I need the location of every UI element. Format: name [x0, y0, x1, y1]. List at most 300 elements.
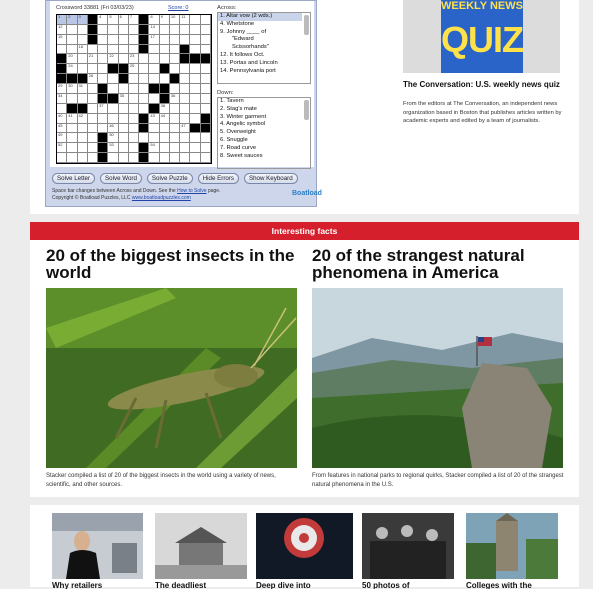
down-list[interactable] — [217, 97, 311, 169]
grid-block — [180, 54, 190, 64]
quiz-description: From the editors at The Conversation, an independent news organization based in Boston that publishes articles written by academic experts and edited by a team of journalists. — [403, 101, 562, 124]
thumbnail-title[interactable]: The deadliest — [155, 581, 207, 589]
article-headline[interactable]: 20 of the biggest insects in the world — [46, 246, 295, 282]
grid-block — [201, 124, 211, 134]
grid-cell[interactable] — [139, 74, 149, 84]
grid-block — [57, 54, 67, 64]
grid-block — [119, 64, 129, 74]
grid-cell[interactable] — [119, 35, 129, 45]
grid-cell[interactable] — [170, 104, 180, 114]
grid-cell[interactable] — [201, 64, 211, 74]
grid-block — [160, 84, 170, 94]
grid-cell[interactable] — [67, 124, 77, 134]
grid-cell[interactable] — [190, 84, 200, 94]
grid-cell[interactable] — [190, 64, 200, 74]
grid-cell[interactable] — [160, 74, 170, 84]
grid-cell[interactable] — [88, 153, 98, 163]
grid-cell[interactable] — [139, 104, 149, 114]
cell-number: 5 — [109, 14, 112, 19]
grid-block — [139, 15, 149, 25]
cell-number: 4 — [99, 14, 102, 19]
quiz-image[interactable] — [403, 0, 560, 73]
grid-cell[interactable] — [160, 15, 170, 25]
show-keyboard-button[interactable]: Show Keyboard — [244, 173, 298, 184]
across-clues — [217, 5, 311, 84]
quiz-badge — [441, 0, 523, 73]
cell-number: 17 — [150, 33, 155, 39]
grid-cell[interactable] — [190, 45, 200, 55]
clue-item[interactable]: 4. Angelic symbol — [220, 121, 266, 128]
clue-item[interactable]: 2. Stag's mate — [220, 105, 257, 112]
grid-cell[interactable] — [88, 84, 98, 94]
grid-cell[interactable] — [108, 143, 118, 153]
grid-block — [98, 84, 108, 94]
grid-cell[interactable] — [67, 25, 77, 35]
grid-block — [119, 74, 129, 84]
cell-number: 46 — [109, 122, 114, 128]
grid-cell[interactable] — [180, 133, 190, 143]
grid-cell[interactable] — [78, 54, 88, 64]
grid-cell[interactable] — [149, 35, 159, 45]
grid-cell[interactable] — [119, 15, 129, 25]
cell-number: 34 — [58, 92, 63, 98]
clue-item[interactable]: 5. Overweight — [220, 129, 256, 136]
cell-number: 43 — [150, 112, 155, 118]
grid-cell[interactable] — [201, 25, 211, 35]
grid-cell[interactable] — [67, 35, 77, 45]
grid-block — [149, 84, 159, 94]
score-link[interactable]: Score: 0 — [168, 5, 189, 11]
grid-cell[interactable] — [180, 84, 190, 94]
grid-cell[interactable] — [129, 15, 139, 25]
grid-cell[interactable] — [67, 114, 77, 124]
cell-number: 52 — [58, 142, 63, 148]
grid-block — [201, 114, 211, 124]
boatload-logo[interactable]: Boatload — [292, 190, 322, 197]
grid-cell[interactable] — [201, 84, 211, 94]
cell-number: 53 — [109, 142, 114, 148]
grid-cell[interactable] — [160, 153, 170, 163]
cell-number: 11 — [181, 14, 186, 19]
grid-cell[interactable] — [119, 114, 129, 124]
grid-cell[interactable] — [190, 35, 200, 45]
cell-number: 6 — [119, 14, 122, 19]
grid-cell[interactable] — [160, 133, 170, 143]
cell-number: 2 — [68, 14, 71, 19]
clue-item[interactable]: "Edward — [232, 36, 254, 43]
cell-number: 36 — [170, 92, 176, 98]
grid-cell[interactable] — [129, 25, 139, 35]
grid-cell[interactable] — [180, 124, 190, 134]
grid-cell[interactable] — [129, 64, 139, 74]
grid-cell[interactable] — [108, 54, 118, 64]
grid-cell[interactable] — [201, 143, 211, 153]
grid-cell[interactable] — [190, 143, 200, 153]
grid-cell[interactable] — [149, 143, 159, 153]
grid-cell[interactable] — [98, 25, 108, 35]
cell-number: 50 — [109, 132, 114, 138]
grid-cell[interactable] — [78, 94, 88, 104]
grid-block — [201, 54, 211, 64]
cell-number: 25 — [129, 63, 135, 69]
cell-number: 45 — [58, 122, 63, 128]
grid-cell[interactable] — [67, 133, 77, 143]
grid-cell[interactable] — [149, 124, 159, 134]
grid-cell[interactable] — [170, 133, 180, 143]
grid-cell[interactable] — [180, 25, 190, 35]
grid-cell[interactable] — [67, 94, 77, 104]
thumbnail-image[interactable] — [52, 513, 143, 579]
grid-cell[interactable] — [201, 133, 211, 143]
grid-cell[interactable] — [170, 54, 180, 64]
grid-cell[interactable] — [67, 153, 77, 163]
grid-block — [98, 143, 108, 153]
grid-cell[interactable] — [180, 64, 190, 74]
grid-block — [170, 74, 180, 84]
grid-cell[interactable] — [119, 45, 129, 55]
grid-cell[interactable] — [129, 153, 139, 163]
cell-number: 8 — [150, 14, 153, 19]
clue-item[interactable]: 1. Tavern — [220, 98, 244, 104]
cell-number: 23 — [129, 53, 135, 59]
crossword-title: Crossword 33881 (Fri 03/03/23) — [56, 5, 134, 11]
quiz-badge-top: WEEKLY NEWS — [441, 0, 523, 12]
clue-item[interactable]: Scissorhands" — [232, 44, 269, 51]
cell-number: 40 — [58, 112, 63, 118]
grid-cell[interactable] — [78, 124, 88, 134]
grid-cell[interactable] — [88, 74, 98, 84]
grid-block — [88, 35, 98, 45]
grid-block — [139, 45, 149, 55]
mountain-image[interactable] — [312, 288, 563, 468]
grasshopper-image[interactable] — [46, 288, 297, 468]
clue-item[interactable]: 1. Altar vow (2 wds.) — [218, 13, 302, 21]
cell-number: 7 — [129, 14, 133, 19]
grid-cell[interactable] — [160, 45, 170, 55]
grid-cell[interactable] — [160, 25, 170, 35]
cell-number: 15 — [58, 33, 63, 39]
down-clues — [217, 90, 311, 169]
grid-cell[interactable] — [129, 143, 139, 153]
grid-cell[interactable] — [129, 84, 139, 94]
down-label: Down: — [217, 90, 234, 96]
grid-cell[interactable] — [88, 143, 98, 153]
grid-cell[interactable] — [108, 35, 118, 45]
grid-cell[interactable] — [149, 64, 159, 74]
cell-number: 26 — [88, 73, 94, 79]
grid-cell[interactable] — [180, 74, 190, 84]
grid-cell[interactable] — [149, 94, 159, 104]
cell-number: 14 — [150, 23, 155, 29]
grid-cell[interactable] — [149, 45, 159, 55]
grid-block — [139, 153, 149, 163]
grid-cell[interactable] — [201, 15, 211, 25]
grid-block — [88, 25, 98, 35]
grid-block — [190, 124, 200, 134]
clue-item[interactable]: 8. Sweet sauces — [220, 152, 263, 159]
grid-block — [190, 54, 200, 64]
grid-cell[interactable] — [149, 74, 159, 84]
grid-cell[interactable] — [88, 104, 98, 114]
grid-cell[interactable] — [119, 153, 129, 163]
grid-cell[interactable] — [98, 45, 108, 55]
grid-cell[interactable] — [78, 153, 88, 163]
cell-number: 22 — [109, 53, 114, 59]
grid-block — [139, 35, 149, 45]
grid-block — [88, 15, 98, 25]
section-header: Interesting facts — [30, 222, 579, 240]
thumbnail-image[interactable] — [362, 513, 454, 579]
grid-cell[interactable] — [119, 133, 129, 143]
grid-cell[interactable] — [149, 54, 159, 64]
cell-number: 37 — [99, 102, 104, 108]
cell-number: 18 — [78, 43, 83, 49]
solve-word-button[interactable]: Solve Word — [100, 173, 142, 184]
grid-cell[interactable] — [98, 104, 108, 114]
grid-cell[interactable] — [98, 124, 108, 134]
grid-cell[interactable] — [160, 124, 170, 134]
grid-block — [98, 133, 108, 143]
cell-number: 54 — [150, 142, 155, 148]
grid-cell[interactable] — [57, 45, 67, 55]
grid-cell[interactable] — [129, 94, 139, 104]
grid-cell[interactable] — [160, 54, 170, 64]
grid-cell[interactable] — [108, 74, 118, 84]
grid-cell[interactable] — [170, 153, 180, 163]
across-label: Across: — [217, 5, 237, 11]
cell-number: 9 — [160, 14, 163, 19]
grid-cell[interactable] — [201, 35, 211, 45]
grid-cell[interactable] — [170, 25, 180, 35]
thumbnail-image[interactable] — [256, 513, 353, 579]
footer-text: Space bar changes between Across and Down. See the — [52, 188, 176, 194]
grid-cell[interactable] — [119, 104, 129, 114]
grid-cell[interactable] — [149, 153, 159, 163]
scrollbar[interactable] — [304, 15, 309, 35]
grid-cell[interactable] — [119, 143, 129, 153]
grid-cell[interactable] — [78, 143, 88, 153]
grid-cell[interactable] — [129, 35, 139, 45]
grid-cell[interactable] — [88, 133, 98, 143]
grid-block — [139, 124, 149, 134]
grid-cell[interactable] — [88, 54, 98, 64]
quiz-title[interactable]: The Conversation: U.S. weekly news quiz — [403, 80, 560, 89]
grid-cell[interactable] — [78, 84, 88, 94]
grid-cell[interactable] — [98, 15, 108, 25]
clue-item[interactable]: 7. Road curve — [220, 144, 257, 151]
grid-cell[interactable] — [190, 94, 200, 104]
grid-cell[interactable] — [98, 35, 108, 45]
cell-number: 35 — [119, 92, 125, 98]
grid-cell[interactable] — [201, 74, 211, 84]
grid-cell[interactable] — [57, 35, 67, 45]
grid-cell[interactable] — [139, 133, 149, 143]
cell-number: 44 — [160, 112, 166, 118]
grid-cell[interactable] — [201, 94, 211, 104]
grid-cell[interactable] — [170, 114, 180, 124]
grid-cell[interactable] — [67, 84, 77, 94]
grid-block — [139, 25, 149, 35]
cell-number: 20 — [68, 53, 73, 59]
grid-cell[interactable] — [170, 143, 180, 153]
article-headline[interactable]: 20 of the strangest natural phenomena in America — [312, 246, 525, 282]
grid-cell[interactable] — [139, 64, 149, 74]
grid-cell[interactable] — [139, 54, 149, 64]
cell-number: 41 — [68, 112, 73, 118]
thumbnail-title[interactable]: Colleges with the — [466, 581, 532, 589]
grid-cell[interactable] — [88, 114, 98, 124]
quiz-badge-word: QUIZ — [441, 19, 523, 60]
grid-cell[interactable] — [180, 15, 190, 25]
crossword-buttons — [52, 173, 298, 184]
clue-item[interactable]: 12. It follows Oct. — [220, 51, 265, 58]
grid-cell[interactable] — [139, 84, 149, 94]
grid-block — [160, 64, 170, 74]
grid-block — [57, 64, 67, 74]
grid-cell[interactable] — [129, 104, 139, 114]
grid-cell[interactable] — [190, 74, 200, 84]
crossword-footer — [52, 188, 220, 202]
cell-number: 12 — [58, 23, 63, 29]
copyright-text: Copyright © Boatload Puzzles, LLC — [52, 195, 131, 201]
grid-cell[interactable] — [78, 45, 88, 55]
grid-cell[interactable] — [98, 54, 108, 64]
cell-number: 42 — [78, 112, 83, 118]
grid-cell[interactable] — [67, 15, 77, 25]
grid-cell[interactable] — [98, 114, 108, 124]
grid-cell[interactable] — [170, 45, 180, 55]
crossword-panel — [50, 1, 314, 167]
cell-number: 24 — [68, 63, 73, 69]
grid-cell[interactable] — [190, 114, 200, 124]
cell-number: 10 — [170, 14, 176, 19]
grid-cell[interactable] — [180, 104, 190, 114]
solve-letter-button[interactable]: Solve Letter — [52, 173, 95, 184]
grid-cell[interactable] — [190, 104, 200, 114]
thumbnail-image[interactable] — [155, 513, 247, 579]
footer-text: page. — [207, 188, 221, 194]
crossword-grid[interactable] — [56, 14, 212, 164]
grid-cell[interactable] — [78, 114, 88, 124]
cell-number: 47 — [181, 122, 186, 128]
grid-cell[interactable] — [98, 74, 108, 84]
grid-block — [180, 45, 190, 55]
grid-cell[interactable] — [190, 133, 200, 143]
grid-cell[interactable] — [170, 94, 180, 104]
grid-cell[interactable] — [190, 153, 200, 163]
grid-cell[interactable] — [201, 153, 211, 163]
grid-cell[interactable] — [201, 45, 211, 55]
grid-cell[interactable] — [57, 153, 67, 163]
cell-number: 21 — [88, 53, 94, 59]
grid-cell[interactable] — [119, 124, 129, 134]
grid-cell[interactable] — [160, 114, 170, 124]
grid-cell[interactable] — [108, 104, 118, 114]
grid-cell[interactable] — [190, 15, 200, 25]
grid-cell[interactable] — [180, 143, 190, 153]
boatload-link[interactable]: www.boatloadpuzzles.com — [131, 195, 191, 201]
crossword-widget — [45, 0, 322, 207]
grid-cell[interactable] — [180, 94, 190, 104]
clue-item[interactable]: 9. Johnny ____ of — [220, 28, 267, 35]
across-list[interactable] — [217, 12, 311, 84]
clue-item[interactable]: 4. Whetstone — [220, 20, 255, 27]
hide-errors-button[interactable]: Hide Errors — [198, 173, 239, 184]
thumbnail-image[interactable] — [466, 513, 558, 579]
grid-cell[interactable] — [57, 143, 67, 153]
grid-cell[interactable] — [170, 35, 180, 45]
article-caption: From features in national parks to regional quirks, Stacker compiled a list of 20 of the strangest natural phenomena in the U.S. — [312, 473, 564, 488]
grid-cell[interactable] — [108, 153, 118, 163]
grid-cell[interactable] — [67, 64, 77, 74]
grid-cell[interactable] — [129, 74, 139, 84]
grid-cell[interactable] — [78, 15, 88, 25]
thumbnail-title[interactable]: 50 photos of — [362, 581, 410, 589]
grid-cell[interactable] — [119, 94, 129, 104]
grid-block — [108, 94, 118, 104]
grid-block — [108, 64, 118, 74]
cell-number: 31 — [78, 83, 83, 89]
grid-cell[interactable] — [108, 15, 118, 25]
clue-item[interactable]: 13. Portas and Lincoln — [220, 59, 278, 66]
clue-item[interactable]: 14. Pennsylvania port — [220, 67, 276, 74]
grid-cell[interactable] — [201, 104, 211, 114]
grid-cell[interactable] — [170, 124, 180, 134]
cell-number: 3 — [78, 14, 81, 19]
how-to-solve-link[interactable]: How to Solve — [177, 188, 207, 194]
thumbnail-title[interactable]: Why retailers — [52, 581, 103, 589]
grid-block — [98, 153, 108, 163]
cell-number: 38 — [160, 102, 166, 108]
grid-cell[interactable] — [129, 124, 139, 134]
grid-cell[interactable] — [180, 153, 190, 163]
grid-cell[interactable] — [190, 25, 200, 35]
grid-cell[interactable] — [67, 143, 77, 153]
solve-puzzle-button[interactable]: Solve Puzzle — [147, 173, 193, 184]
clue-item[interactable]: 6. Snuggle — [220, 136, 248, 143]
grid-cell[interactable] — [129, 114, 139, 124]
grid-cell[interactable] — [129, 133, 139, 143]
cell-number: 29 — [58, 83, 63, 89]
thumbnail-title[interactable]: Deep dive into — [256, 581, 311, 589]
grid-cell[interactable] — [170, 64, 180, 74]
grid-cell[interactable] — [57, 94, 67, 104]
grid-cell[interactable] — [119, 25, 129, 35]
grid-block — [139, 143, 149, 153]
grid-cell[interactable] — [108, 84, 118, 94]
scrollbar[interactable] — [304, 100, 309, 120]
clue-item[interactable]: 3. Winter garment — [220, 113, 267, 120]
cell-number: 49 — [58, 132, 63, 138]
grid-cell[interactable] — [78, 25, 88, 35]
grid-cell[interactable] — [108, 25, 118, 35]
grid-cell[interactable] — [78, 133, 88, 143]
article-caption: Stacker compiled a list of 20 of the biggest insects in the world using a variety of news, scientific, and other sources. — [46, 473, 276, 488]
cell-number: 30 — [68, 83, 73, 89]
grid-cell[interactable] — [98, 64, 108, 74]
grid-cell[interactable] — [78, 64, 88, 74]
grid-cell[interactable] — [170, 15, 180, 25]
grid-cell[interactable] — [180, 35, 190, 45]
grid-cell[interactable] — [160, 143, 170, 153]
grid-cell[interactable] — [149, 114, 159, 124]
cell-number: 1 — [58, 14, 61, 19]
grid-cell[interactable] — [119, 54, 129, 64]
grid-cell[interactable] — [160, 35, 170, 45]
grid-cell[interactable] — [139, 94, 149, 104]
grid-cell[interactable] — [88, 124, 98, 134]
grid-cell[interactable] — [88, 94, 98, 104]
